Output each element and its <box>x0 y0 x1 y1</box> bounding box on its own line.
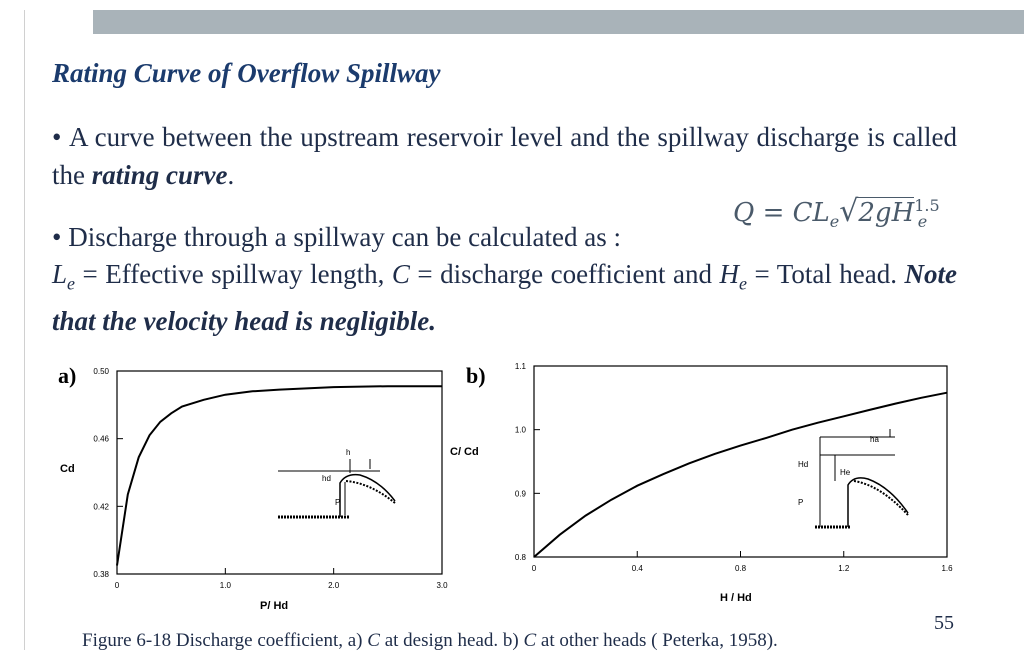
slide-left-rule <box>24 10 25 650</box>
equation-lhs: Q = CL <box>733 198 830 228</box>
def-he-text: = Total head. <box>747 259 905 289</box>
def-he-symbol: H <box>719 259 739 289</box>
panel-a-frame <box>117 371 442 574</box>
discharge-equation <box>733 194 940 231</box>
figure-caption <box>82 630 778 652</box>
equation-exponent: 1.5 <box>914 196 940 215</box>
chart1-ytick-label: 0.9 <box>514 489 526 499</box>
chart0-ytick-label: 0.38 <box>93 570 109 579</box>
slide-title: Rating Curve of Overflow Spillway <box>52 58 441 88</box>
chart1-xtick-label: 1.6 <box>941 564 953 573</box>
panel-b-series-line <box>534 393 947 557</box>
panel-a-ylabel: Cd <box>60 463 75 475</box>
chart1-xtick-label: 0 <box>531 564 537 573</box>
panel-a-label: a) <box>58 363 77 388</box>
caption-prefix: Figure 6-18 Discharge coefficient, a) <box>82 630 368 651</box>
panel-b-inset-sketch <box>815 429 908 527</box>
panel-a <box>60 367 448 610</box>
bullet-rating-curve: • A curve between the upstream reservoir level and the spillway discharge is called the rating curve. <box>52 122 958 190</box>
def-c-text: = discharge coefficient and <box>409 259 720 289</box>
def-he-sub: e <box>739 273 747 294</box>
figure-discharge-coefficient <box>50 355 1024 610</box>
sqrt-icon: √ <box>839 194 859 229</box>
equation-sqrt-body: 2gH <box>858 198 915 228</box>
bullet-discharge: • Discharge through a spillway can be calculated as : <box>52 222 622 252</box>
velocity-head-note: Note that the velocity head is negligible. <box>52 259 958 337</box>
figure-chart-svg <box>50 355 1024 610</box>
inset-a-label-h: h <box>346 448 351 457</box>
def-le-text: = Effective spillway length, <box>75 259 392 289</box>
chart0-xtick-label: 1.0 <box>219 581 231 590</box>
caption-c2: C <box>523 630 537 651</box>
def-le-symbol: L <box>52 259 68 289</box>
bullet1-emphasis: rating curve <box>91 160 228 190</box>
inset-b-label-he: He <box>840 468 851 477</box>
def-le-sub: e <box>67 273 76 294</box>
def-c-symbol: C <box>391 259 410 289</box>
panel-b <box>450 362 953 604</box>
definitions-paragraph <box>52 255 957 340</box>
chart1-xtick-label: 1.2 <box>838 564 850 573</box>
chart0-ytick-label: 0.50 <box>93 367 109 376</box>
chart0-xtick-label: 0 <box>114 581 120 590</box>
chart1-xtick-label: 0.4 <box>631 564 643 573</box>
chart0-ytick-label: 0.42 <box>93 502 109 512</box>
caption-suffix: at other heads ( Peterka, 1958). <box>536 630 778 651</box>
inset-b-label-ha: ha <box>870 435 879 444</box>
chart1-xtick-label: 0.8 <box>734 564 747 573</box>
chart1-ytick-label: 1.0 <box>514 425 526 435</box>
panel-a-xlabel: P/ Hd <box>260 600 289 610</box>
inset-a-label-hd: hd <box>322 474 331 483</box>
panel-b-xlabel: H / Hd <box>720 592 752 604</box>
page-number: 55 <box>934 612 954 634</box>
panel-b-label: b) <box>466 363 486 388</box>
equation-sub-e2: e <box>917 212 928 231</box>
inset-b-label-p: P <box>798 498 804 507</box>
inset-b-label-hd: Hd <box>798 460 809 469</box>
caption-c1: C <box>367 630 380 651</box>
bullet1-text: A curve between the upstream reservoir level and the spillway discharge is called the <box>52 122 958 190</box>
equation-sub-e: e <box>829 212 840 231</box>
chart1-ytick-label: 1.1 <box>514 362 526 371</box>
chart0-xtick-label: 3.0 <box>436 581 448 590</box>
slide-header-bar <box>93 10 1024 34</box>
chart0-xtick-label: 2.0 <box>328 581 340 590</box>
chart1-ytick-label: 0.8 <box>514 553 526 562</box>
bullet1-end: . <box>227 160 235 190</box>
panel-b-ylabel: C/ Cd <box>450 446 479 458</box>
caption-mid: at design head. b) <box>379 630 524 651</box>
panel-a-series-line <box>117 386 442 565</box>
bullet2-text: Discharge through a spillway can be calculated as : <box>68 222 622 252</box>
inset-a-label-p: P <box>335 498 341 507</box>
chart0-ytick-label: 0.46 <box>93 434 109 444</box>
panel-a-inset-sketch <box>278 459 395 517</box>
panel-b-frame <box>534 366 947 557</box>
